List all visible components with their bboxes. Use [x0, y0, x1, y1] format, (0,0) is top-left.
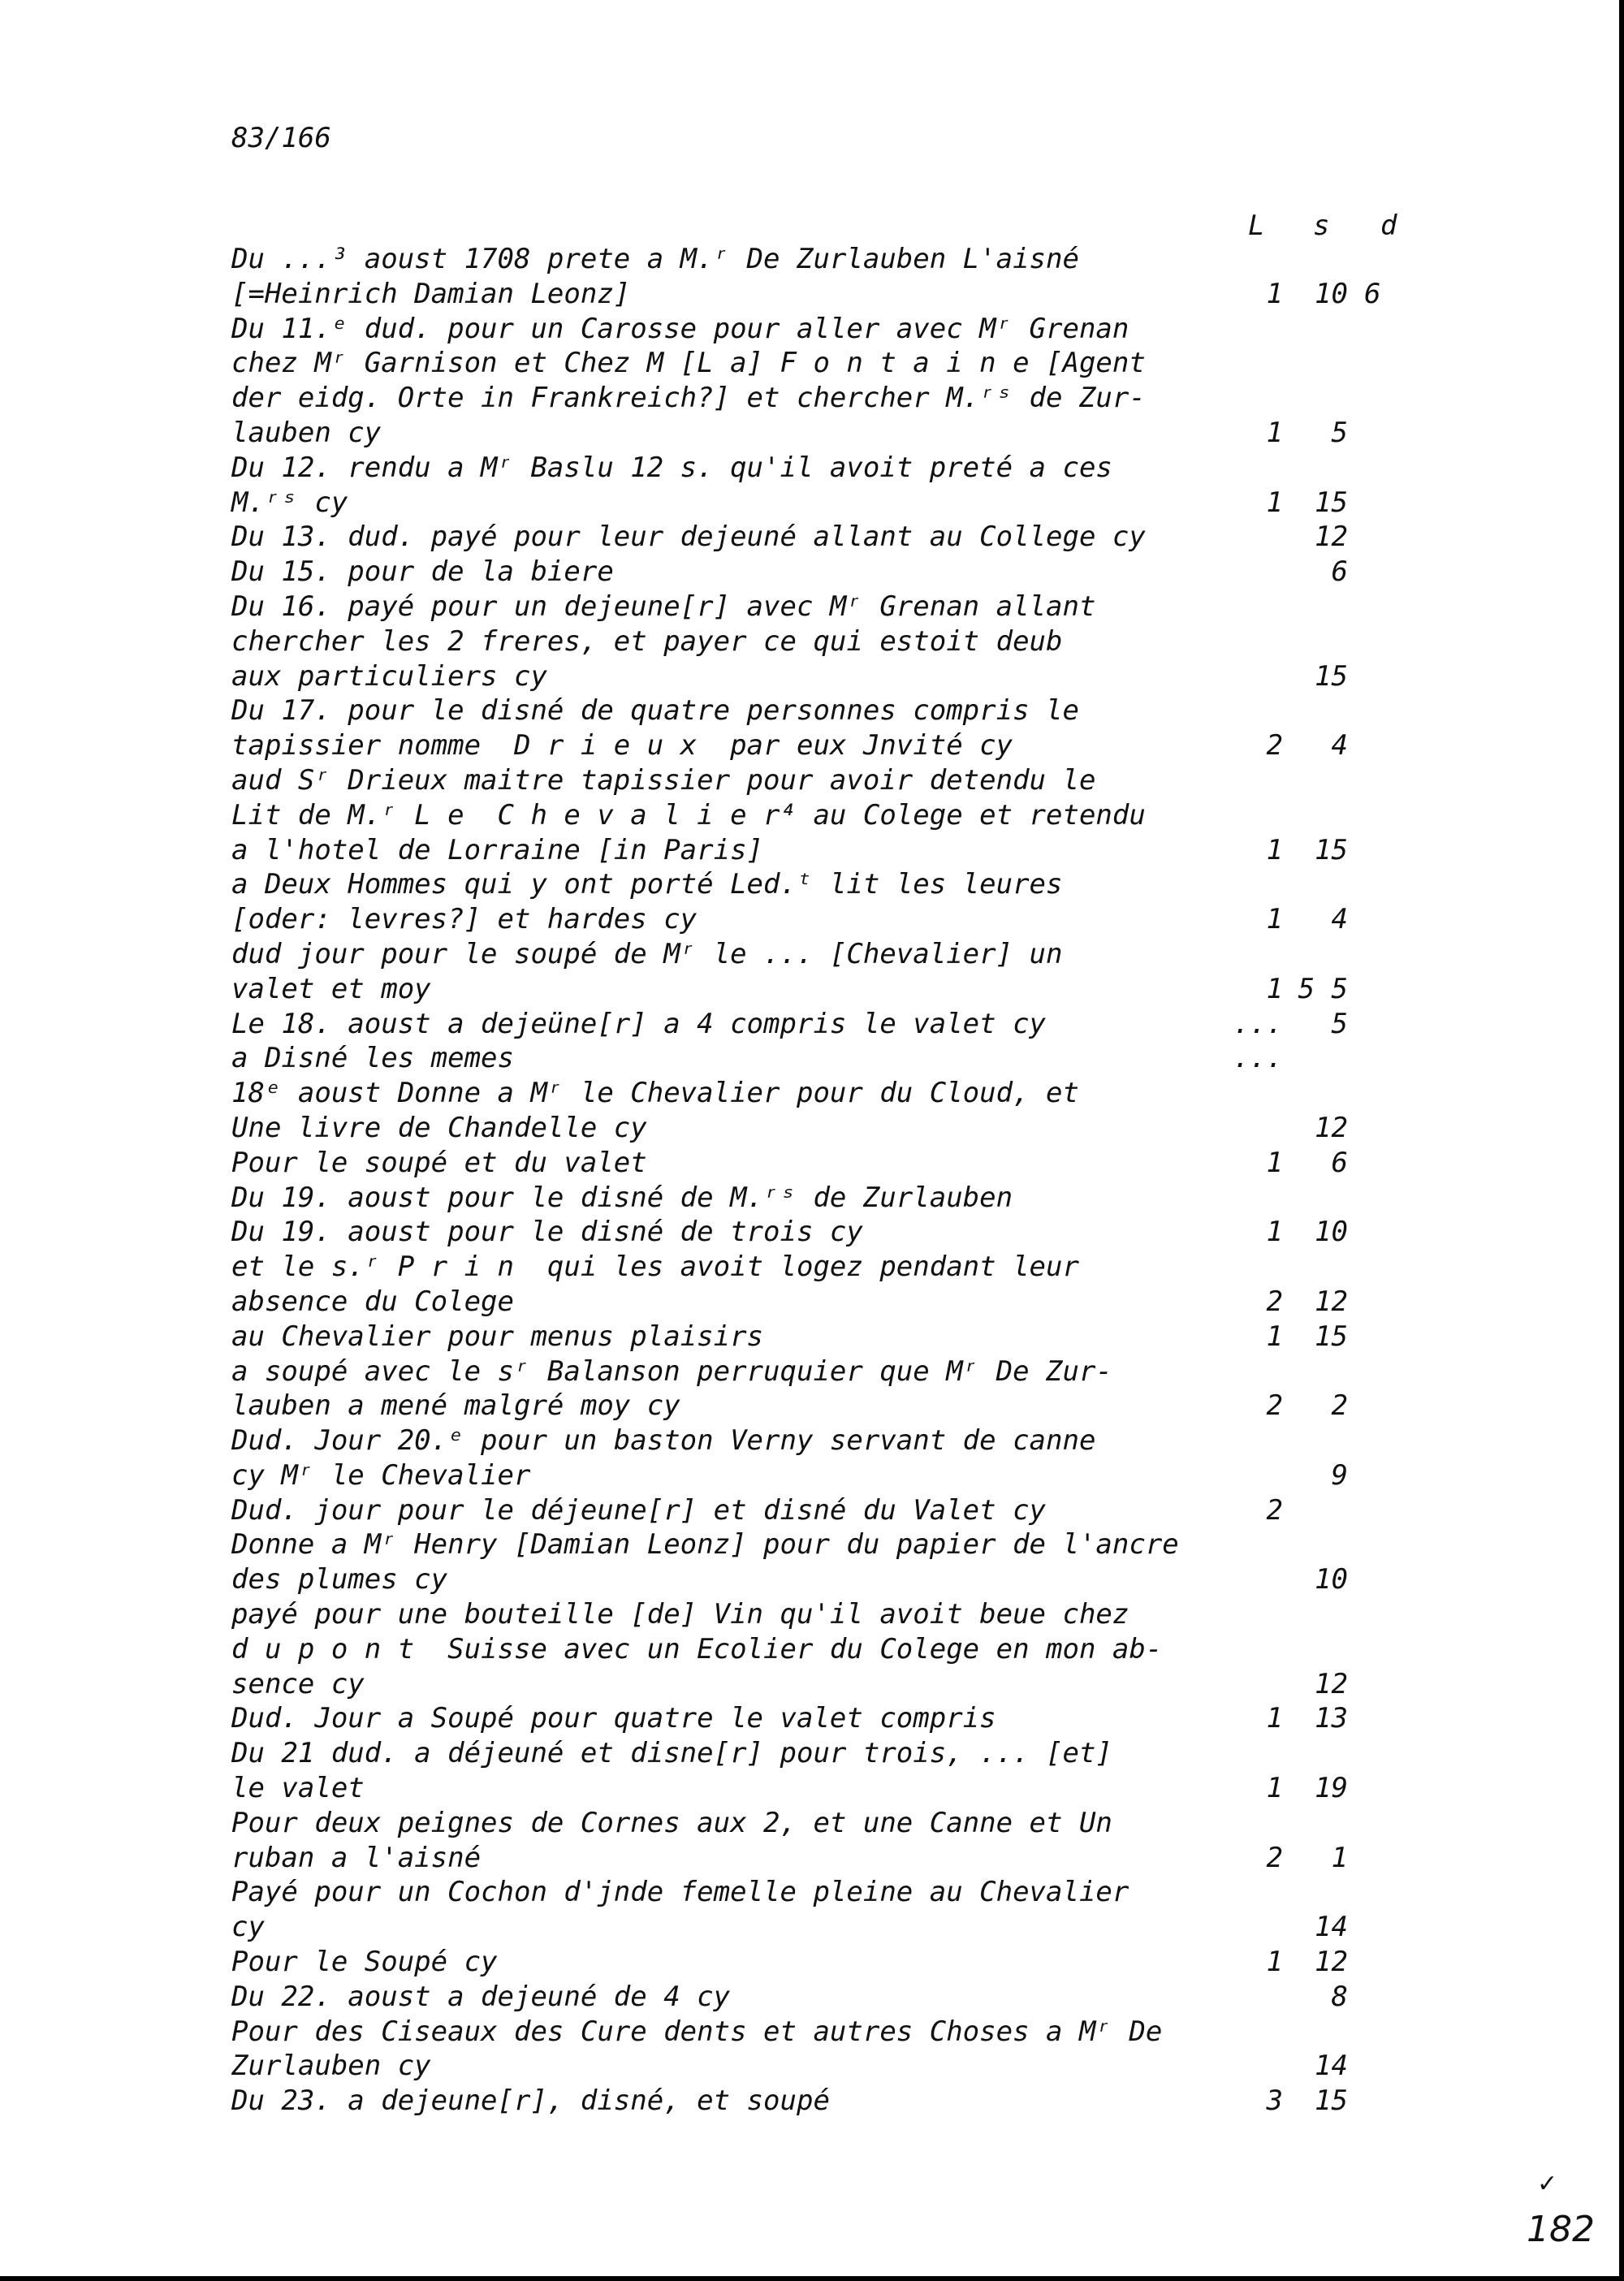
amount-s: 10 [1315, 1216, 1348, 1249]
amount-row [0, 451, 1624, 486]
amount-L: 3 [1266, 2084, 1283, 2118]
archive-reference: 83/166 [231, 122, 331, 154]
amount-row [0, 798, 1624, 833]
amount-row [0, 1181, 1624, 1216]
amount-L: 1 [1266, 903, 1283, 936]
amount-d: 6 [1364, 277, 1381, 310]
ledger-line: lauben a mené malgré moy cy [231, 1389, 680, 1423]
ledger-line: Dud. Jour a Soupé pour quatre le valet compris [231, 1702, 996, 1735]
ledger-line: Pour le Soupé cy [231, 1946, 498, 1979]
amount-s: 4 [1331, 903, 1348, 936]
amount-row [0, 1250, 1624, 1285]
ledger-line: Du 23. a dejeune[r], disné, et soupé [231, 2084, 830, 2118]
amount-L: ... [1233, 1042, 1283, 1075]
amount-row [0, 1632, 1624, 1667]
amount-row [0, 242, 1624, 277]
ledger-amounts [0, 242, 1624, 2119]
check-mark: ✓ [1537, 2170, 1558, 2198]
amount-L: 1 [1266, 277, 1283, 310]
amount-row [0, 867, 1624, 902]
amount-row [0, 1389, 1624, 1423]
ledger-line: Du 12. rendu a Mʳ Baslu 12 s. qu'il avoit preté a ces [231, 451, 1112, 484]
ledger-line: Du 19. aoust pour le disné de trois cy [231, 1216, 863, 1249]
amount-s: 5 [1331, 416, 1348, 449]
amount-s: 12 [1315, 1667, 1348, 1700]
amount-row [0, 1285, 1624, 1320]
ledger-line: a Deux Hommes qui y ont porté Led.ᵗ lit les leures [231, 868, 1063, 901]
ledger-line: le valet [231, 1772, 365, 1805]
amount-s: 1 [1331, 1841, 1348, 1874]
ledger-line: a soupé avec le sʳ Balanson perruquier que Mʳ De Zur- [231, 1354, 1112, 1388]
amount-L: 2 [1266, 1285, 1283, 1318]
amount-s: 14 [1315, 1911, 1348, 1944]
amount-L: 1 [1266, 1702, 1283, 1735]
ledger-line: M.ʳˢ cy [231, 486, 348, 519]
amount-s: 2 [1331, 1389, 1348, 1423]
amount-row [0, 1667, 1624, 1702]
amount-row [0, 1041, 1624, 1076]
amount-row [0, 1806, 1624, 1841]
amount-row [0, 1945, 1624, 1980]
ledger-line: Du 19. aoust pour le disné de M.ʳˢ de Zurlauben [231, 1181, 1013, 1214]
ledger-line: 18ᵉ aoust Donne a Mʳ le Chevalier pour du Cloud, et [231, 1077, 1079, 1110]
amount-s: 5 5 [1298, 972, 1348, 1005]
ledger-line: Une livre de Chandelle cy [231, 1111, 647, 1144]
amount-row [0, 1980, 1624, 2015]
ledger-line: d u p o n t Suisse avec un Ecolier du Colege en mon ab- [231, 1632, 1163, 1665]
amount-row [0, 1701, 1624, 1736]
ledger-line: Pour le soupé et du valet [231, 1146, 647, 1179]
amount-row [0, 1771, 1624, 1806]
amount-s: 10 [1315, 1563, 1348, 1596]
ledger-line: a l'hotel de Lorraine [in Paris] [231, 833, 764, 866]
amount-row [0, 486, 1624, 521]
amount-row [0, 1007, 1624, 1042]
amount-row [0, 1215, 1624, 1250]
amount-row [0, 1111, 1624, 1146]
amount-s: 9 [1331, 1458, 1348, 1492]
amount-row [0, 902, 1624, 937]
ledger-line: payé pour une bouteille [de] Vin qu'il avoit beue chez [231, 1598, 1129, 1631]
amount-L: 1 [1266, 972, 1283, 1005]
amount-row [0, 1562, 1624, 1597]
ledger-line: Du 13. dud. payé pour leur dejeuné allant au College cy [231, 521, 1146, 554]
amount-s: 19 [1315, 1772, 1348, 1805]
amount-row [0, 937, 1624, 972]
amount-L: 1 [1266, 416, 1283, 449]
ledger-line: [=Heinrich Damian Leonz] [231, 277, 631, 310]
amount-row [0, 659, 1624, 694]
ledger-line: Le 18. aoust a dejeüne[r] a 4 compris le valet cy [231, 1007, 1047, 1040]
amount-L: ... [1233, 1007, 1283, 1040]
amount-row [0, 1458, 1624, 1493]
ledger-line: sence cy [231, 1667, 365, 1700]
ledger-line: cy Mʳ le Chevalier [231, 1458, 531, 1492]
amount-L: 1 [1266, 833, 1283, 866]
ledger-line: [oder: levres?] et hardes cy [231, 903, 698, 936]
ledger-line: absence du Colege [231, 1285, 514, 1318]
ledger-line: des plumes cy [231, 1563, 448, 1596]
amount-row [0, 312, 1624, 347]
amount-L: 1 [1266, 1772, 1283, 1805]
amount-row [0, 1146, 1624, 1181]
amount-s: 13 [1315, 1702, 1348, 1735]
ledger-line: Du 22. aoust a dejeuné de 4 cy [231, 1980, 731, 2013]
ledger-line: Zurlauben cy [231, 2050, 431, 2083]
amount-s: 10 [1315, 277, 1348, 310]
ledger-line: der eidg. Orte in Frankreich?] et chercher M.ʳˢ de Zur- [231, 382, 1146, 415]
ledger-line: chercher les 2 freres, et payer ce qui estoit deub [231, 624, 1063, 658]
ledger-line: lauben cy [231, 416, 382, 449]
amount-row [0, 277, 1624, 312]
amount-row [0, 693, 1624, 728]
amount-s: 12 [1315, 1111, 1348, 1144]
amount-s: 15 [1315, 1320, 1348, 1353]
ledger-line: cy [231, 1911, 265, 1944]
amount-row [0, 763, 1624, 798]
amount-s: 15 [1315, 659, 1348, 693]
column-header-livres: L [1248, 210, 1265, 242]
amount-row [0, 1493, 1624, 1528]
amount-L: 2 [1266, 1841, 1283, 1874]
amount-s: 15 [1315, 2084, 1348, 2118]
ledger-line: aud Sʳ Drieux maitre tapissier pour avoir detendu le [231, 763, 1096, 797]
amount-L: 1 [1266, 1320, 1283, 1353]
ledger-line: au Chevalier pour menus plaisirs [231, 1320, 764, 1353]
amount-row [0, 1423, 1624, 1458]
ledger-line: Payé pour un Cochon d'jnde femelle pleine au Chevalier [231, 1876, 1129, 1909]
amount-row [0, 1910, 1624, 1945]
amount-row [0, 1841, 1624, 1876]
ledger-line: Du 21 dud. a déjeuné et disne[r] pour trois, ... [et] [231, 1737, 1112, 1770]
amount-row [0, 2015, 1624, 2050]
ledger-line: ruban a l'aisné [231, 1841, 482, 1874]
ledger-line: dud jour pour le soupé de Mʳ le ... [Chevalier] un [231, 937, 1063, 970]
ledger-line: Lit de M.ʳ L e C h e v a l i e r⁴ au Colege et retendu [231, 798, 1146, 832]
ledger-line: Du 17. pour le disné de quatre personnes compris le [231, 694, 1079, 728]
amount-s: 6 [1331, 555, 1348, 589]
amount-row [0, 624, 1624, 659]
ledger-line: Dud. Jour 20.ᵉ pour un baston Verny servant de canne [231, 1424, 1096, 1458]
amount-s: 15 [1315, 833, 1348, 866]
amount-s: 5 [1331, 1007, 1348, 1040]
amount-row [0, 520, 1624, 555]
folio-number: 182 [1527, 2209, 1595, 2250]
ledger-line: Du 15. pour de la biere [231, 555, 614, 589]
amount-row [0, 416, 1624, 451]
amount-s: 12 [1315, 1285, 1348, 1318]
amount-row [0, 972, 1624, 1007]
amount-L: 1 [1266, 1946, 1283, 1979]
amount-L: 1 [1266, 486, 1283, 519]
ledger-line: tapissier nomme D r i e u x par eux Jnvité cy [231, 729, 1013, 762]
amount-L: 2 [1266, 729, 1283, 762]
ledger-line: Donne a Mʳ Henry [Damian Leonz] pour du papier de l'ancre [231, 1528, 1179, 1562]
amount-row [0, 2049, 1624, 2084]
amount-s: 6 [1331, 1146, 1348, 1179]
amount-L: 1 [1266, 1216, 1283, 1249]
amount-row [0, 381, 1624, 416]
amount-s: 12 [1315, 1946, 1348, 1979]
amount-s: 15 [1315, 486, 1348, 519]
ledger-line: a Disné les memes [231, 1042, 514, 1075]
amount-row [0, 1320, 1624, 1354]
amount-row [0, 2084, 1624, 2119]
amount-s: 8 [1331, 1980, 1348, 2013]
amount-s: 14 [1315, 2050, 1348, 2083]
amount-row [0, 590, 1624, 624]
ledger-line: Dud. jour pour le déjeune[r] et disné du Valet cy [231, 1493, 1047, 1527]
amount-row [0, 346, 1624, 381]
column-header-deniers: d [1380, 210, 1397, 242]
ledger-line: Pour deux peignes de Cornes aux 2, et une Canne et Un [231, 1806, 1112, 1839]
amount-L: 2 [1266, 1389, 1283, 1423]
amount-s: 4 [1331, 729, 1348, 762]
ledger-line: valet et moy [231, 972, 431, 1005]
amount-row [0, 1736, 1624, 1771]
ledger-line: Du 11.ᵉ dud. pour un Carosse pour aller avec Mʳ Grenan [231, 312, 1129, 345]
ledger-line: et le s.ʳ P r i n qui les avoit logez pendant leur [231, 1251, 1079, 1284]
ledger-line: Du 16. payé pour un dejeune[r] avec Mʳ Grenan allant [231, 590, 1096, 623]
ledger-line: Pour des Ciseaux des Cure dents et autres Choses a Mʳ De [231, 2015, 1163, 2048]
amount-L: 2 [1266, 1493, 1283, 1527]
amount-row [0, 1076, 1624, 1111]
amount-row [0, 1527, 1624, 1562]
amount-row [0, 555, 1624, 590]
ledger-line: Du ...³ aoust 1708 prete a M.ʳ De Zurlauben L'aisné [231, 243, 1079, 275]
ledger-line: aux particuliers cy [231, 659, 547, 693]
amount-row [0, 1597, 1624, 1632]
amount-row [0, 833, 1624, 868]
column-header-sols: s [1313, 210, 1330, 242]
amount-row [0, 1875, 1624, 1910]
amount-row [0, 1354, 1624, 1389]
amount-L: 1 [1266, 1146, 1283, 1179]
amount-row [0, 728, 1624, 763]
amount-s: 12 [1315, 521, 1348, 554]
ledger-line: chez Mʳ Garnison et Chez M [L a] F o n t a i n e [Agent [231, 347, 1146, 380]
